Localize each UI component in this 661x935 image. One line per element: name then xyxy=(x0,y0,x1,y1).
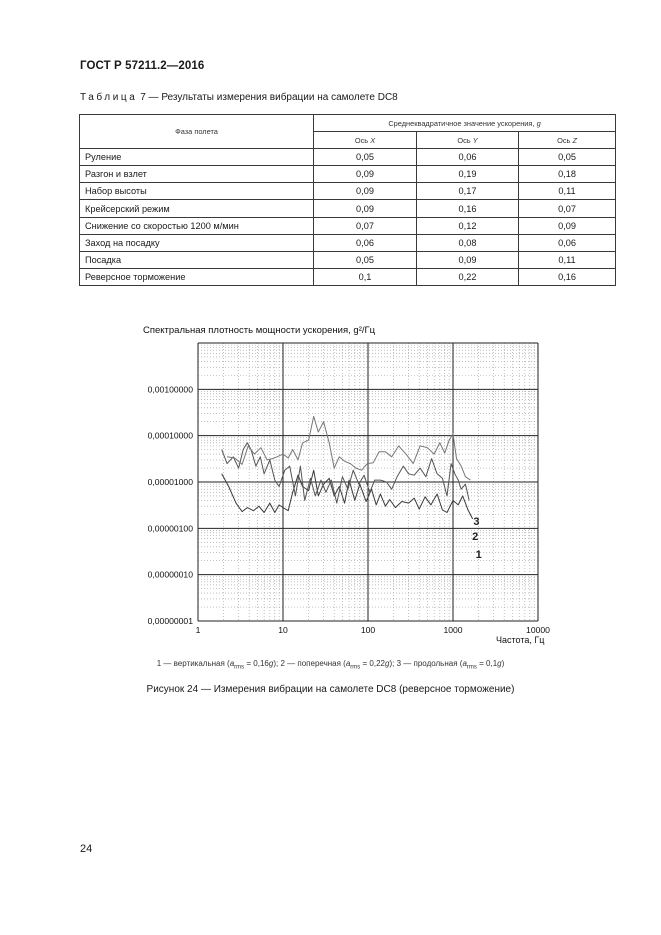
table-caption-prefix: Таблица xyxy=(80,92,138,103)
y-tick-label: 0,00000010 xyxy=(147,569,193,580)
legend-subscript: rms xyxy=(234,664,245,671)
value-cell-z: 0,05 xyxy=(519,149,616,166)
legend-value: 0,16 xyxy=(253,659,269,668)
phase-cell: Набор высоты xyxy=(80,183,314,200)
y-tick-label: 0,00001000 xyxy=(147,477,193,487)
legend-name: вертикальная xyxy=(173,659,225,668)
phase-cell: Заход на посадку xyxy=(80,234,314,251)
legend-unit: g xyxy=(497,659,502,668)
value-cell-z: 0,18 xyxy=(519,166,616,183)
legend-value: 0,1 xyxy=(486,659,498,668)
value-cell-x: 0,05 xyxy=(314,251,417,268)
legend-dash: — xyxy=(163,659,172,668)
legend-separator: ; xyxy=(276,659,279,668)
y-tick-label: 0,00010000 xyxy=(147,430,193,441)
legend-unit: g xyxy=(268,659,274,668)
y-tick-label: 0,00000100 xyxy=(147,523,193,534)
value-cell-z: 0,11 xyxy=(519,251,616,268)
value-cell-y: 0,19 xyxy=(417,166,519,183)
legend-separator: ; xyxy=(392,659,395,668)
rms-header-text: Среднеквадратичное значение ускорения, xyxy=(388,118,535,128)
legend-subscript: rms xyxy=(350,664,361,671)
phase-cell: Крейсерский режим xyxy=(80,200,314,217)
legend-number: 2 xyxy=(280,659,285,668)
legend-name: продольная xyxy=(413,659,458,668)
value-cell-z: 0,06 xyxy=(519,234,616,251)
legend-name: поперечная xyxy=(297,659,341,668)
value-cell-x: 0,09 xyxy=(314,166,417,183)
value-cell-x: 0,09 xyxy=(314,183,417,200)
x-axis-label: Частота, Гц xyxy=(496,635,545,645)
table-caption-text: — Результаты измерения вибрации на самолете DC8 xyxy=(148,92,398,103)
legend-dash: — xyxy=(403,659,412,668)
figure-legend: 1 — вертикальная $(a_{rms} = 0,16g)$; 2 — поперечная $(a_{rms} = 0,22g)$; 3 — продольная $(a_{rms} = 0,1g)$ xyxy=(156,659,505,671)
value-cell-y: 0,17 xyxy=(417,183,519,200)
axis-header-label: Ось xyxy=(354,135,369,145)
y-tick-label: 0,00100000 xyxy=(147,384,193,395)
legend-symbol: a xyxy=(462,659,467,668)
legend-number: 3 xyxy=(396,659,402,668)
value-cell-y: 0,12 xyxy=(417,217,519,234)
series-label-2: 2 xyxy=(472,531,479,543)
phase-cell: Разгон и взлет xyxy=(80,166,314,183)
legend-number: 1 xyxy=(156,659,162,668)
value-cell-z: 0,09 xyxy=(519,217,616,234)
legend-unit: g xyxy=(385,659,390,668)
x-tick-label: 100 xyxy=(360,625,376,635)
value-cell-x: 0,1 xyxy=(314,268,417,285)
x-tick-label: 1 xyxy=(195,625,201,635)
axis-header-label: Ось xyxy=(557,135,571,145)
legend-value: 0,22 xyxy=(369,659,385,668)
rms-header-unit: g xyxy=(536,118,541,128)
legend-dash: — xyxy=(287,659,296,668)
value-cell-y: 0,06 xyxy=(417,149,519,166)
value-cell-z: 0,16 xyxy=(519,268,616,285)
value-cell-z: 0,11 xyxy=(519,183,616,200)
document-header: ГОСТ Р 57211.2—2016 xyxy=(80,60,205,72)
page-number: 24 xyxy=(80,843,93,855)
y-tick-label: 0,00000001 xyxy=(147,616,193,626)
value-cell-x: 0,09 xyxy=(314,200,417,217)
value-cell-y: 0,09 xyxy=(417,251,519,268)
axis-header-symbol: Y xyxy=(472,135,478,145)
x-tick-label: 10000 xyxy=(526,625,550,635)
chart-title: Спектральная плотность мощности ускорения, g²/Гц xyxy=(143,325,376,336)
phase-cell: Снижение со скоростью 1200 м/мин xyxy=(80,217,314,234)
axis-header-label: Ось xyxy=(457,135,471,145)
axis-header-symbol: Z xyxy=(572,135,577,145)
series-line-1 xyxy=(222,470,473,519)
phase-cell: Посадка xyxy=(80,251,314,268)
value-cell-z: 0,07 xyxy=(519,200,616,217)
x-tick-label: 10 xyxy=(278,625,288,635)
value-cell-y: 0,22 xyxy=(417,268,519,285)
table-caption-number: 7 xyxy=(140,92,146,103)
value-cell-y: 0,08 xyxy=(417,234,519,251)
axis-header-symbol: X xyxy=(370,135,376,145)
series-label-1: 1 xyxy=(475,549,482,561)
legend-subscript: rms xyxy=(466,664,477,671)
phase-cell: Руление xyxy=(80,149,314,166)
value-cell-y: 0,16 xyxy=(417,200,519,217)
x-tick-label: 1000 xyxy=(443,625,463,635)
phase-header: Фаза полета xyxy=(80,115,314,149)
value-cell-x: 0,07 xyxy=(314,217,417,234)
value-cell-x: 0,06 xyxy=(314,234,417,251)
legend-symbol: a xyxy=(345,659,351,668)
legend-symbol: a xyxy=(229,659,235,668)
figure-caption: Рисунок 24 — Измерения вибрации на самолете DC8 (реверсное торможение) xyxy=(146,684,515,695)
series-label-3: 3 xyxy=(473,516,480,528)
value-cell-x: 0,05 xyxy=(314,149,417,166)
phase-cell: Реверсное торможение xyxy=(80,268,314,285)
